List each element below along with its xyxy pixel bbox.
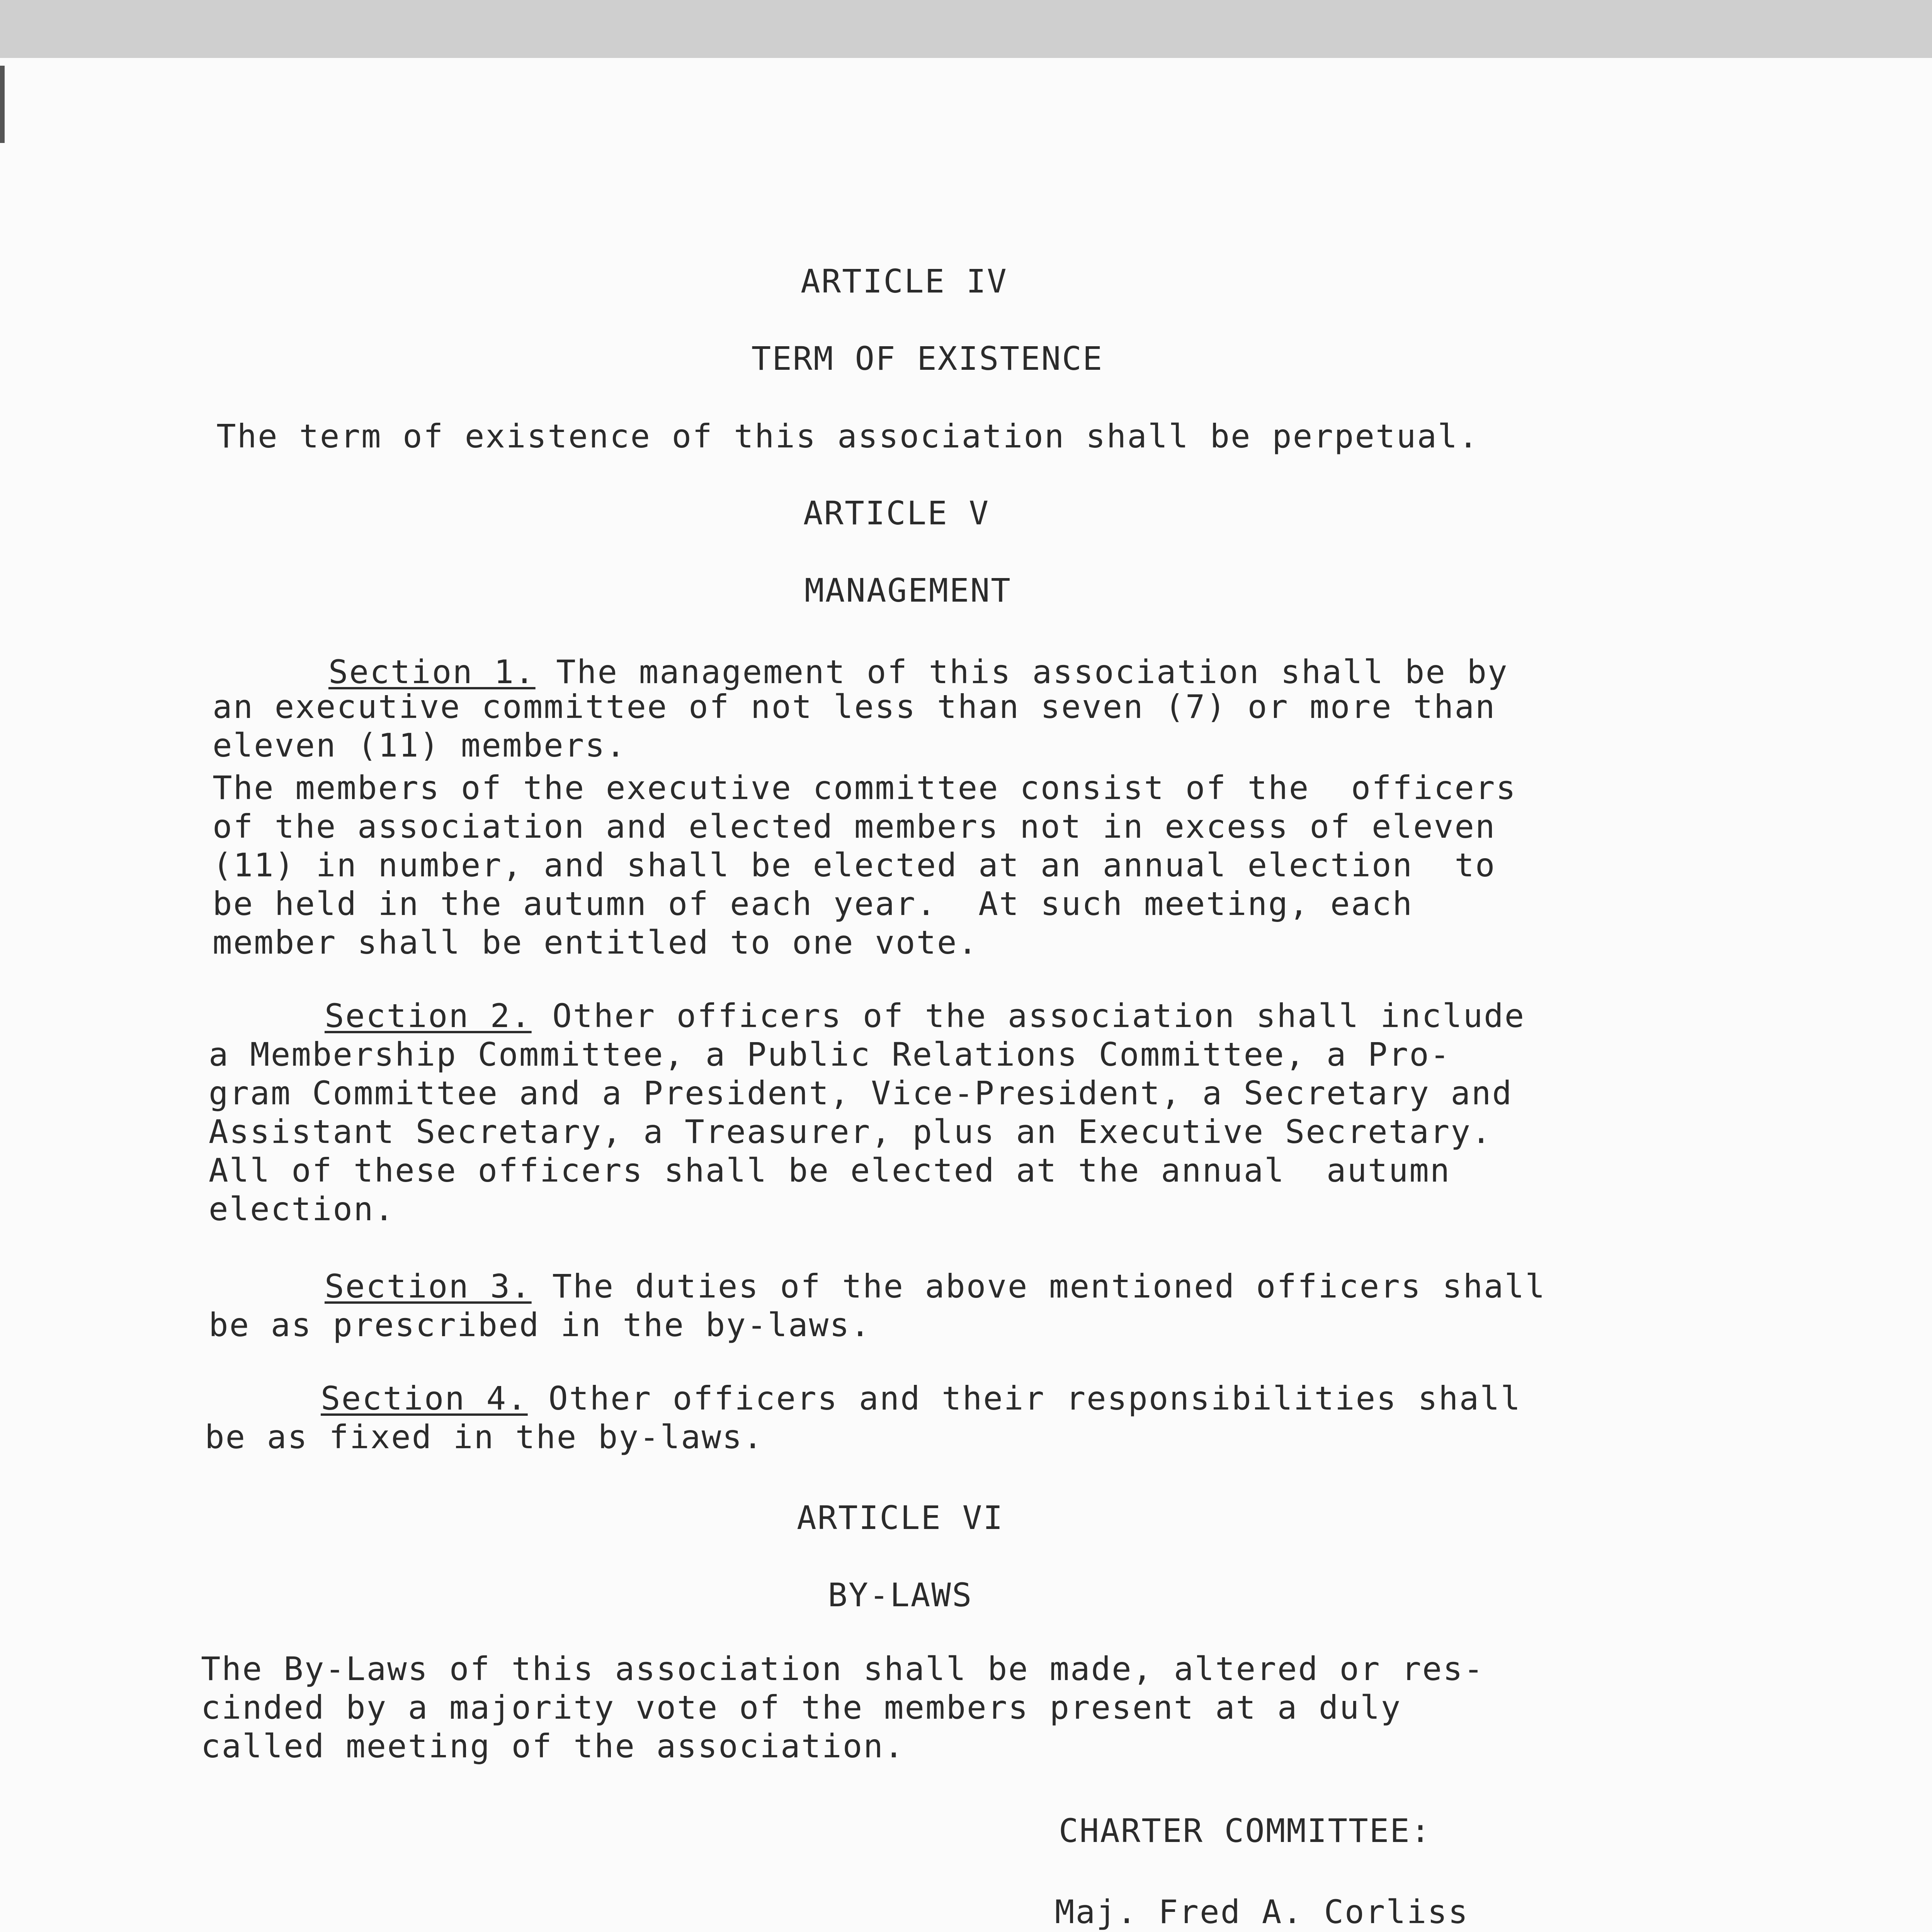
article-vi-line: cinded by a majority vote of the members present at a duly <box>201 1689 1402 1726</box>
section-3-label: Section 3. <box>325 1267 532 1305</box>
section-4-label: Section 4. <box>321 1379 528 1417</box>
section-1-line: be held in the autumn of each year. At such meeting, each <box>213 885 1413 923</box>
section-4-line: be as fixed in the by-laws. <box>205 1418 764 1456</box>
article-v-heading: ARTICLE V <box>803 494 990 532</box>
section-1-line: eleven (11) members. <box>213 726 627 764</box>
article-vi-heading: ARTICLE VI <box>797 1499 1004 1537</box>
article-iv-heading: ARTICLE IV <box>801 262 1008 300</box>
section-2-line: election. <box>209 1190 395 1228</box>
section-1-line: member shall be entitled to one vote. <box>213 923 979 961</box>
section-1-line: (11) in number, and shall be elected at an annual election to <box>213 846 1496 884</box>
article-v-title: MANAGEMENT <box>804 571 1012 609</box>
section-2-line: a Membership Committee, a Public Relations Committee, a Pro- <box>209 1036 1451 1073</box>
article-vi-line: called meeting of the association. <box>201 1727 905 1765</box>
section-1-line: an executive committee of not less than seven (7) or more than <box>213 688 1496 726</box>
committee-member: Maj. Fred A. Corliss <box>1055 1893 1469 1931</box>
article-iv-title: TERM OF EXISTENCE <box>751 340 1104 378</box>
section-3-line: be as prescribed in the by-laws. <box>209 1306 871 1344</box>
article-vi-title: BY-LAWS <box>828 1576 973 1614</box>
section-4-line: Other officers and their responsibilities shall <box>527 1379 1522 1417</box>
section-1-label: Section 1. <box>328 653 536 691</box>
section-1-line: The management of this association shall be by <box>535 653 1509 691</box>
section-2-line: All of these officers shall be elected at the annual autumn <box>209 1151 1451 1189</box>
section-2-label: Section 2. <box>325 997 532 1035</box>
section-1-line: The members of the executive committee consist of the officers <box>213 769 1517 807</box>
article-iv-body: The term of existence of this association shall be perpetual. <box>216 417 1479 455</box>
charter-committee-heading: CHARTER COMMITTEE: <box>1059 1812 1432 1850</box>
section-2-line: Other officers of the association shall include <box>531 997 1526 1035</box>
section-2-line: gram Committee and a President, Vice-President, a Secretary and <box>209 1074 1513 1112</box>
section-1-line: of the association and elected members not in excess of eleven <box>213 808 1496 845</box>
section-2-line: Assistant Secretary, a Treasurer, plus an Executive Secretary. <box>209 1113 1492 1151</box>
article-vi-line: The By-Laws of this association shall be made, altered or res- <box>201 1650 1485 1688</box>
section-3-line: The duties of the above mentioned officers shall <box>531 1267 1546 1305</box>
scan-edge-mark <box>0 66 5 143</box>
